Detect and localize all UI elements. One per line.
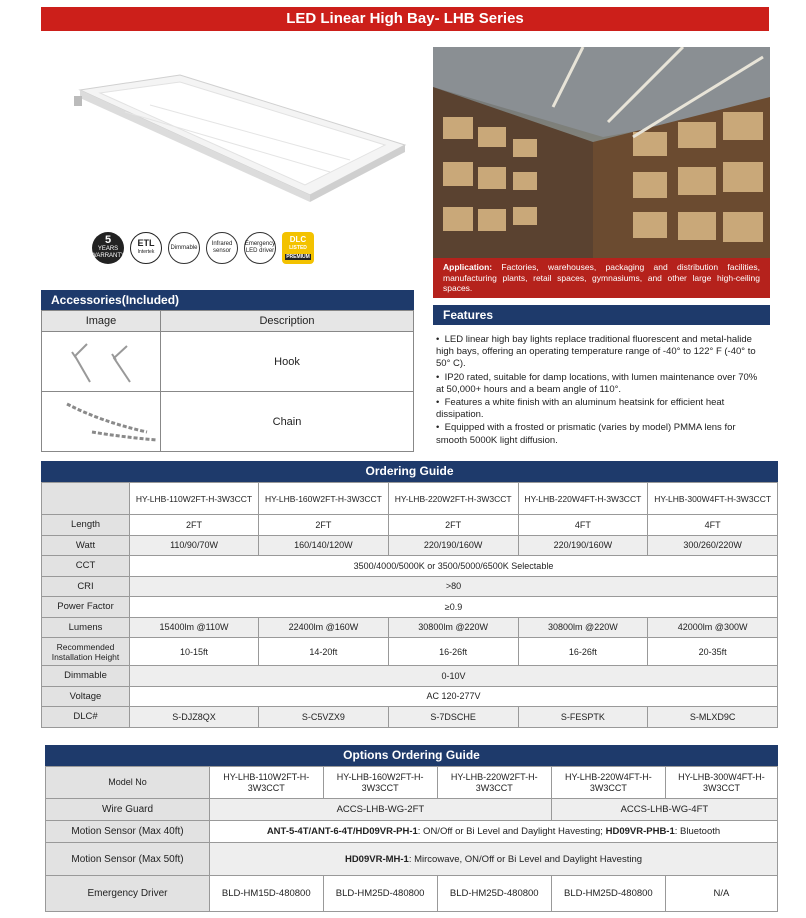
table-cell: 110/90/70W [130, 535, 259, 556]
table-row [46, 876, 778, 912]
table-cell: HD09VR-MH-1: Mircowave, ON/Off or Bi Level and Daylight Havesting [210, 843, 778, 876]
table-cell: >80 [130, 576, 778, 597]
product-image [60, 60, 410, 210]
model-header: HY-LHB-300W4FT-H-3W3CCT [648, 483, 778, 515]
dlc-premium-icon: DLC LISTED PREMIUM [282, 232, 314, 264]
table-cell: S-DJZ8QX [130, 707, 259, 728]
row-label: Length [42, 515, 130, 536]
row-label: Dimmable [42, 666, 130, 687]
hook-image [42, 332, 161, 392]
model-header: HY-LHB-220W2FT-H-3W3CCT [388, 483, 518, 515]
table-row [42, 515, 778, 536]
page-title: LED Linear High Bay- LHB Series [41, 7, 769, 31]
table-row [42, 576, 778, 597]
table-cell: ANT-5-4T/ANT-6-4T/HD09VR-PH-1: ON/Off or Bi Level and Daylight Havesting; HD09VR-PHB-1: Bluetooth [210, 821, 778, 843]
accessory-description: Chain [161, 392, 414, 452]
motion-sensor-icon: Infrared sensor [206, 232, 238, 264]
table-row [42, 556, 778, 577]
row-label: Voltage [42, 686, 130, 707]
chain-image [42, 392, 161, 452]
row-label: Lumens [42, 617, 130, 638]
table-cell: S-MLXD9C [648, 707, 778, 728]
emergency-driver-icon: Emergency LED driver [244, 232, 276, 264]
row-label: Emergency Driver [46, 876, 210, 912]
row-label: CCT [42, 556, 130, 577]
features-heading: Features [433, 305, 770, 325]
application-label: Application: [443, 262, 493, 272]
row-label: Model No [46, 767, 210, 799]
table-cell: 16-26ft [518, 638, 648, 666]
table-cell: 2FT [130, 515, 259, 536]
table-row [42, 617, 778, 638]
table-cell: 300/260/220W [648, 535, 778, 556]
table-cell: 20-35ft [648, 638, 778, 666]
accessory-description: Hook [161, 332, 414, 392]
accessories-table [41, 310, 414, 452]
table-cell: 0-10V [130, 666, 778, 687]
table-cell: 2FT [388, 515, 518, 536]
table-cell: BLD-HM15D-480800 [210, 876, 324, 912]
table-cell: 3500/4000/5000K or 3500/5000/6500K Selectable [130, 556, 778, 577]
table-cell: 14-20ft [259, 638, 389, 666]
table-row [46, 821, 778, 843]
table-cell: 30800lm @220W [518, 617, 648, 638]
model-header: HY-LHB-160W2FT-H-3W3CCT [323, 767, 437, 799]
5-year-warranty-icon: 5 YEARS WARRANTY [92, 232, 124, 264]
table-cell: 10-15ft [130, 638, 259, 666]
table-row [42, 597, 778, 618]
table-cell: 2FT [259, 515, 389, 536]
model-header: HY-LHB-220W2FT-H-3W3CCT [437, 767, 551, 799]
table-cell: 4FT [518, 515, 648, 536]
feature-item: • Equipped with a frosted or prismatic (varies by model) PMMA lens for smooth 5000K light diffusion. [436, 422, 736, 446]
model-header: HY-LHB-220W4FT-H-3W3CCT [518, 483, 648, 515]
row-label: Recommended Installation Height [42, 638, 130, 666]
table-cell: ACCS-LHB-WG-4FT [551, 799, 777, 821]
model-header: HY-LHB-300W4FT-H-3W3CCT [665, 767, 777, 799]
table-row [42, 638, 778, 666]
table-row [46, 799, 778, 821]
feature-item: • Features a white finish with an aluminum heatsink for efficient heat dissipation. [436, 397, 725, 421]
accessories-heading: Accessories(Included) [41, 290, 414, 310]
certification-icons [92, 228, 352, 268]
table-cell: 220/190/160W [518, 535, 648, 556]
model-header: HY-LHB-160W2FT-H-3W3CCT [259, 483, 389, 515]
table-cell: S-C5VZX9 [259, 707, 389, 728]
table-cell: 160/140/120W [259, 535, 389, 556]
model-header: HY-LHB-110W2FT-H-3W3CCT [210, 767, 324, 799]
table-cell: 220/190/160W [388, 535, 518, 556]
table-cell: 4FT [648, 515, 778, 536]
row-label: Watt [42, 535, 130, 556]
row-label: DLC# [42, 707, 130, 728]
options-guide-heading: Options Ordering Guide [45, 745, 778, 766]
accessories-col-image: Image [42, 311, 161, 332]
accessories-col-description: Description [161, 311, 414, 332]
row-label: Power Factor [42, 597, 130, 618]
table-cell: S-7DSCHE [388, 707, 518, 728]
application-box [433, 258, 770, 298]
table-cell: BLD-HM25D-480800 [551, 876, 665, 912]
model-header: HY-LHB-110W2FT-H-3W3CCT [130, 483, 259, 515]
table-cell: 22400lm @160W [259, 617, 389, 638]
ordering-guide-heading: Ordering Guide [41, 461, 778, 482]
feature-item: • IP20 rated, suitable for damp locations, with lumen maintenance over 70% at 50,000+ hours and a beam angle of 110°. [436, 371, 758, 395]
feature-item: • LED linear high bay lights replace traditional fluorescent and metal-halide high bays, offering an operating temperature range of -40° to 122° F (-40° to 50° C). [436, 334, 756, 370]
features-list [436, 334, 766, 448]
table-cell: 30800lm @220W [388, 617, 518, 638]
row-label: CRI [42, 576, 130, 597]
table-cell: BLD-HM25D-480800 [323, 876, 437, 912]
etl-intertek-icon: ETL Intertek [130, 232, 162, 264]
row-label: Wire Guard [46, 799, 210, 821]
table-cell: S-FESPTK [518, 707, 648, 728]
row-label: Motion Sensor (Max 40ft) [46, 821, 210, 843]
table-row [42, 535, 778, 556]
warehouse-photo [433, 47, 770, 258]
table-cell: ≥0.9 [130, 597, 778, 618]
table-row [42, 707, 778, 728]
table-row [42, 686, 778, 707]
table-cell: 16-26ft [388, 638, 518, 666]
table-cell: 42000lm @300W [648, 617, 778, 638]
table-cell: AC 120-277V [130, 686, 778, 707]
table-cell: 15400lm @110W [130, 617, 259, 638]
ordering-guide-table [41, 482, 778, 728]
table-row [42, 666, 778, 687]
options-guide-table [45, 766, 778, 912]
model-header: HY-LHB-220W4FT-H-3W3CCT [551, 767, 665, 799]
table-cell: N/A [665, 876, 777, 912]
table-row [46, 843, 778, 876]
dimmable-icon: Dimmable [168, 232, 200, 264]
application-text: Factories, warehouses, packaging and distribution facilities, manufacturing plants, retail spaces, gymnasiums, and other large high-ceiling spaces. [443, 262, 760, 293]
table-cell: BLD-HM25D-480800 [437, 876, 551, 912]
table-cell: ACCS-LHB-WG-2FT [210, 799, 552, 821]
row-label: Motion Sensor (Max 50ft) [46, 843, 210, 876]
